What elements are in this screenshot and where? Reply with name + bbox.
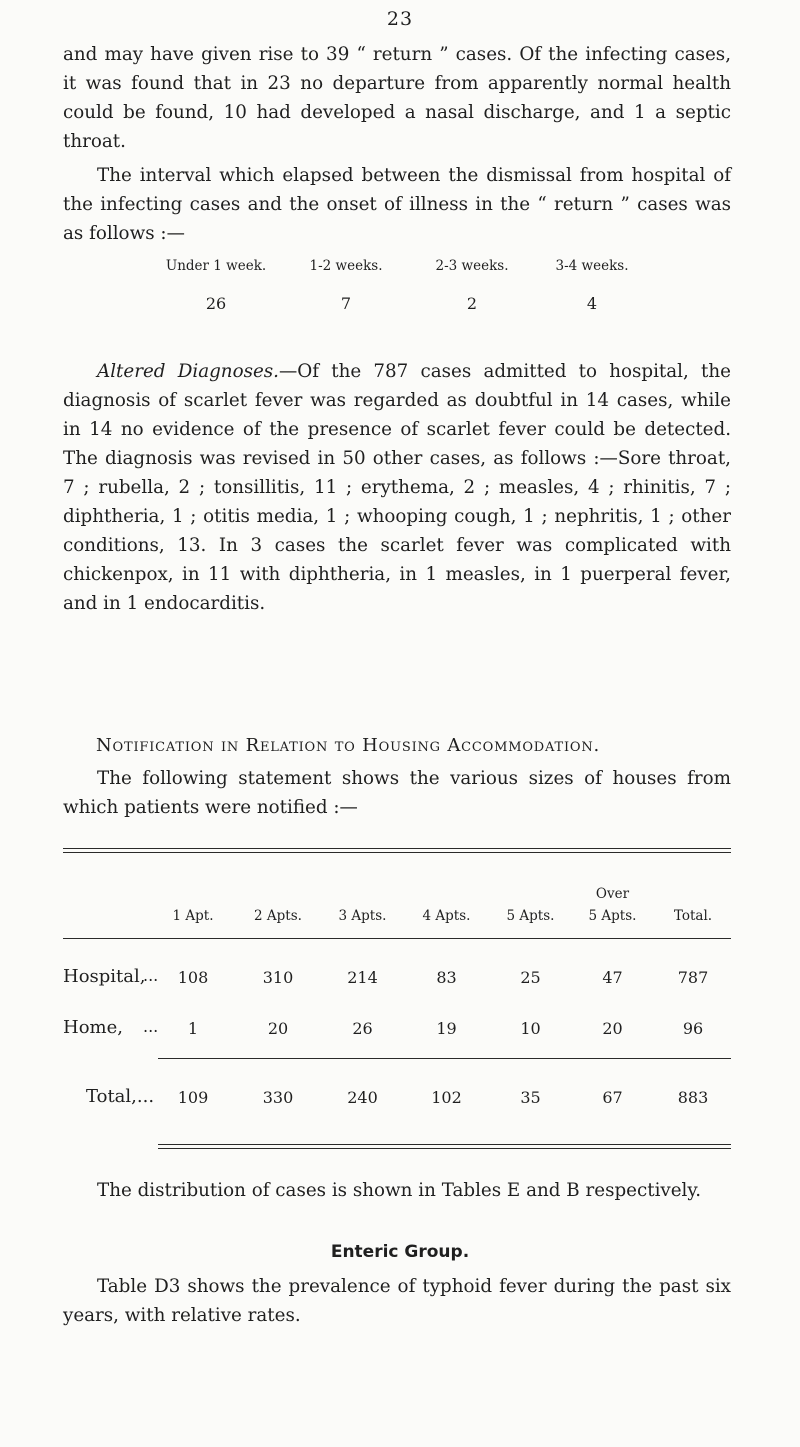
section-heading-housing: Notification in Relation to Housing Accommodation. xyxy=(96,735,601,756)
table-cell: 25 xyxy=(520,968,541,987)
table-cell-total: 240 xyxy=(347,1088,378,1107)
row-dots: ... xyxy=(143,966,159,985)
column-header: Total. xyxy=(673,908,713,924)
interval-header-row xyxy=(150,258,650,274)
table-cell: 19 xyxy=(436,1019,457,1038)
column-header: 5 Apts. xyxy=(588,908,637,924)
column-header: 2 Apts. xyxy=(254,908,302,924)
interval-value: 4 xyxy=(586,294,598,313)
enteric-heading: Enteric Group. xyxy=(330,1242,470,1262)
column-header: 4 Apts. xyxy=(422,908,471,924)
table-cell: 10 xyxy=(520,1019,541,1038)
interval-header: 3-4 weeks. xyxy=(555,258,629,274)
paragraph-text: The distribution of cases is shown in Tables E and B respectively. xyxy=(97,1180,702,1201)
table-rule-bottom xyxy=(158,1144,731,1145)
paragraph-altered-diagnoses xyxy=(63,357,731,618)
column-header-over: Over xyxy=(595,886,630,902)
table-cell: 47 xyxy=(602,968,623,987)
table-cell: 20 xyxy=(602,1019,623,1038)
paragraph-return-cases xyxy=(63,40,731,156)
interval-header: 1-2 weeks. xyxy=(309,258,383,274)
paragraph-text xyxy=(63,357,731,618)
paragraph-distribution xyxy=(63,1176,731,1205)
paragraph-housing-intro xyxy=(63,764,731,822)
table-cell-total: 883 xyxy=(677,1088,709,1107)
table-cell-total: 109 xyxy=(177,1088,209,1107)
table-cell: 108 xyxy=(177,968,209,987)
interval-value: 7 xyxy=(340,294,352,313)
table-rule-top-inner xyxy=(63,852,731,853)
interval-value: 2 xyxy=(466,294,478,313)
table-cell: 26 xyxy=(352,1019,373,1038)
paragraph-text: The interval which elapsed between the dismissal from hospital of the infecting cases and the onset of illness in the “ return ” cases was as follows :— xyxy=(63,165,731,244)
paragraph-text: Table D3 shows the prevalence of typhoid fever during the past six years, with relative rates. xyxy=(63,1276,731,1326)
paragraph-typhoid xyxy=(63,1272,731,1330)
page-number: 23 xyxy=(386,8,414,30)
row-dots: ... xyxy=(143,1017,159,1036)
table-cell-total: 330 xyxy=(262,1088,294,1107)
table-rule-subtotal xyxy=(158,1058,731,1059)
table-cell-total: 67 xyxy=(602,1088,623,1107)
row-label-total: Total,... xyxy=(86,1086,155,1107)
column-header: 5 Apts. xyxy=(506,908,555,924)
table-cell: 214 xyxy=(347,968,378,987)
interval-value-row xyxy=(150,294,650,313)
table-rule-header xyxy=(63,938,731,939)
table-cell-total: 35 xyxy=(520,1088,541,1107)
paragraph-text: The following statement shows the various sizes of houses from which patients were notified :— xyxy=(63,768,731,818)
row-label-home: Home, xyxy=(63,1017,123,1038)
interval-table xyxy=(150,258,650,313)
column-header: 1 Apt. xyxy=(172,908,214,924)
table-rule-bottom-inner xyxy=(158,1148,731,1149)
table-cell: 1 xyxy=(187,1019,199,1038)
table-cell: 83 xyxy=(436,968,457,987)
table-cell: 310 xyxy=(262,968,294,987)
altered-diagnoses-body: —Of the 787 cases admitted to hospital, the diagnosis of scarlet fever was regarded as doubtful in 14 cases, while in 14 no evidence of the presence of scarlet fever could be detected. The diagnosis was revised in 50 other cases, as follows :—Sore throat, 7 ; rubella, 2 ; tonsillitis, 11 ; erythema, 2 ; measles, 4 ; rhinitis, 7 ; diphtheria, 1 ; otitis media, 1 ; whooping cough, 1 ; nephritis, 1 ; other conditions, 13. In 3 cases the scarlet fever was complicated with chickenpox, in 11 with diphtheria, in 1 measles, in 1 puerperal fever, and in 1 endocarditis. xyxy=(63,361,731,614)
paragraph-interval xyxy=(63,161,731,248)
interval-value: 26 xyxy=(205,294,227,313)
table-rule-top xyxy=(63,848,731,849)
interval-header: 2-3 weeks. xyxy=(435,258,509,274)
altered-diagnoses-title: Altered Diagnoses. xyxy=(97,361,279,382)
table-cell: 96 xyxy=(682,1019,704,1038)
row-label-hospital: Hospital, xyxy=(63,966,146,987)
table-cell: 20 xyxy=(267,1019,289,1038)
table-cell: 787 xyxy=(677,968,709,987)
paragraph-text: and may have given rise to 39 “ return ” cases. Of the infecting cases, it was found that in 23 no departure from apparently normal health could be found, 10 had developed a nasal discharge, and 1 a septic throat. xyxy=(63,44,731,152)
housing-table xyxy=(63,818,731,1158)
column-header: 3 Apts. xyxy=(338,908,387,924)
interval-header: Under 1 week. xyxy=(165,258,267,274)
table-cell-total: 102 xyxy=(431,1088,462,1107)
